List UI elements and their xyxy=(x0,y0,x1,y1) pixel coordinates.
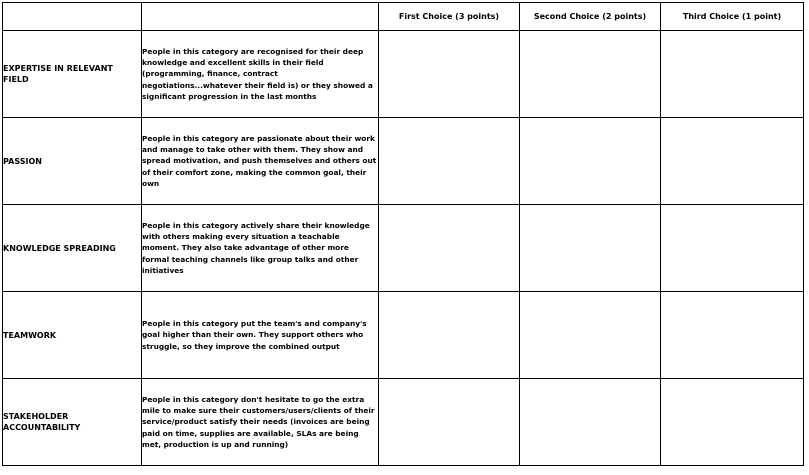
header-third-choice: Third Choice (1 point) xyxy=(661,3,804,31)
header-second-choice: Second Choice (2 points) xyxy=(520,3,661,31)
category-description: People in this category don't hesitate to go the extra mile to make sure their customers/users/clients of their service/product satisfy their needs (invoices are being paid on time, supplies are available, SLAs are being met, production is up and running) xyxy=(142,379,379,466)
table-row xyxy=(3,379,804,466)
table-row xyxy=(3,31,804,118)
second-choice-cell[interactable] xyxy=(520,31,661,118)
category-label: TEAMWORK xyxy=(3,292,142,379)
second-choice-cell[interactable] xyxy=(520,292,661,379)
third-choice-cell[interactable] xyxy=(661,205,804,292)
category-description: People in this category put the team's and company's goal higher than their own. They support others who struggle, so they improve the combined output xyxy=(142,292,379,379)
table-row xyxy=(3,292,804,379)
second-choice-cell[interactable] xyxy=(520,118,661,205)
header-category-cell xyxy=(3,3,142,31)
category-description: People in this category are passionate about their work and manage to take other with them. They show and spread motivation, and push themselves and others out of their comfort zone, making the common goal, their own xyxy=(142,118,379,205)
third-choice-cell[interactable] xyxy=(661,379,804,466)
first-choice-cell[interactable] xyxy=(379,31,520,118)
table-row xyxy=(3,118,804,205)
category-description: People in this category actively share their knowledge with others making every situation a teachable moment. They also take advantage of other more formal teaching channels like group talks and other initiatives xyxy=(142,205,379,292)
header-row xyxy=(3,3,804,31)
first-choice-cell[interactable] xyxy=(379,205,520,292)
header-first-choice: First Choice (3 points) xyxy=(379,3,520,31)
second-choice-cell[interactable] xyxy=(520,379,661,466)
second-choice-cell[interactable] xyxy=(520,205,661,292)
voting-table xyxy=(2,2,804,466)
first-choice-cell[interactable] xyxy=(379,379,520,466)
category-label: KNOWLEDGE SPREADING xyxy=(3,205,142,292)
table-row xyxy=(3,205,804,292)
category-label: PASSION xyxy=(3,118,142,205)
category-description: People in this category are recognised for their deep knowledge and excellent skills in their field (programming, finance, contract negotiations...whatever their field is) or they showed a significant progression in the last months xyxy=(142,31,379,118)
category-label: EXPERTISE IN RELEVANT FIELD xyxy=(3,31,142,118)
category-label: STAKEHOLDER ACCOUNTABILITY xyxy=(3,379,142,466)
first-choice-cell[interactable] xyxy=(379,292,520,379)
third-choice-cell[interactable] xyxy=(661,292,804,379)
header-description-cell xyxy=(142,3,379,31)
first-choice-cell[interactable] xyxy=(379,118,520,205)
third-choice-cell[interactable] xyxy=(661,31,804,118)
third-choice-cell[interactable] xyxy=(661,118,804,205)
